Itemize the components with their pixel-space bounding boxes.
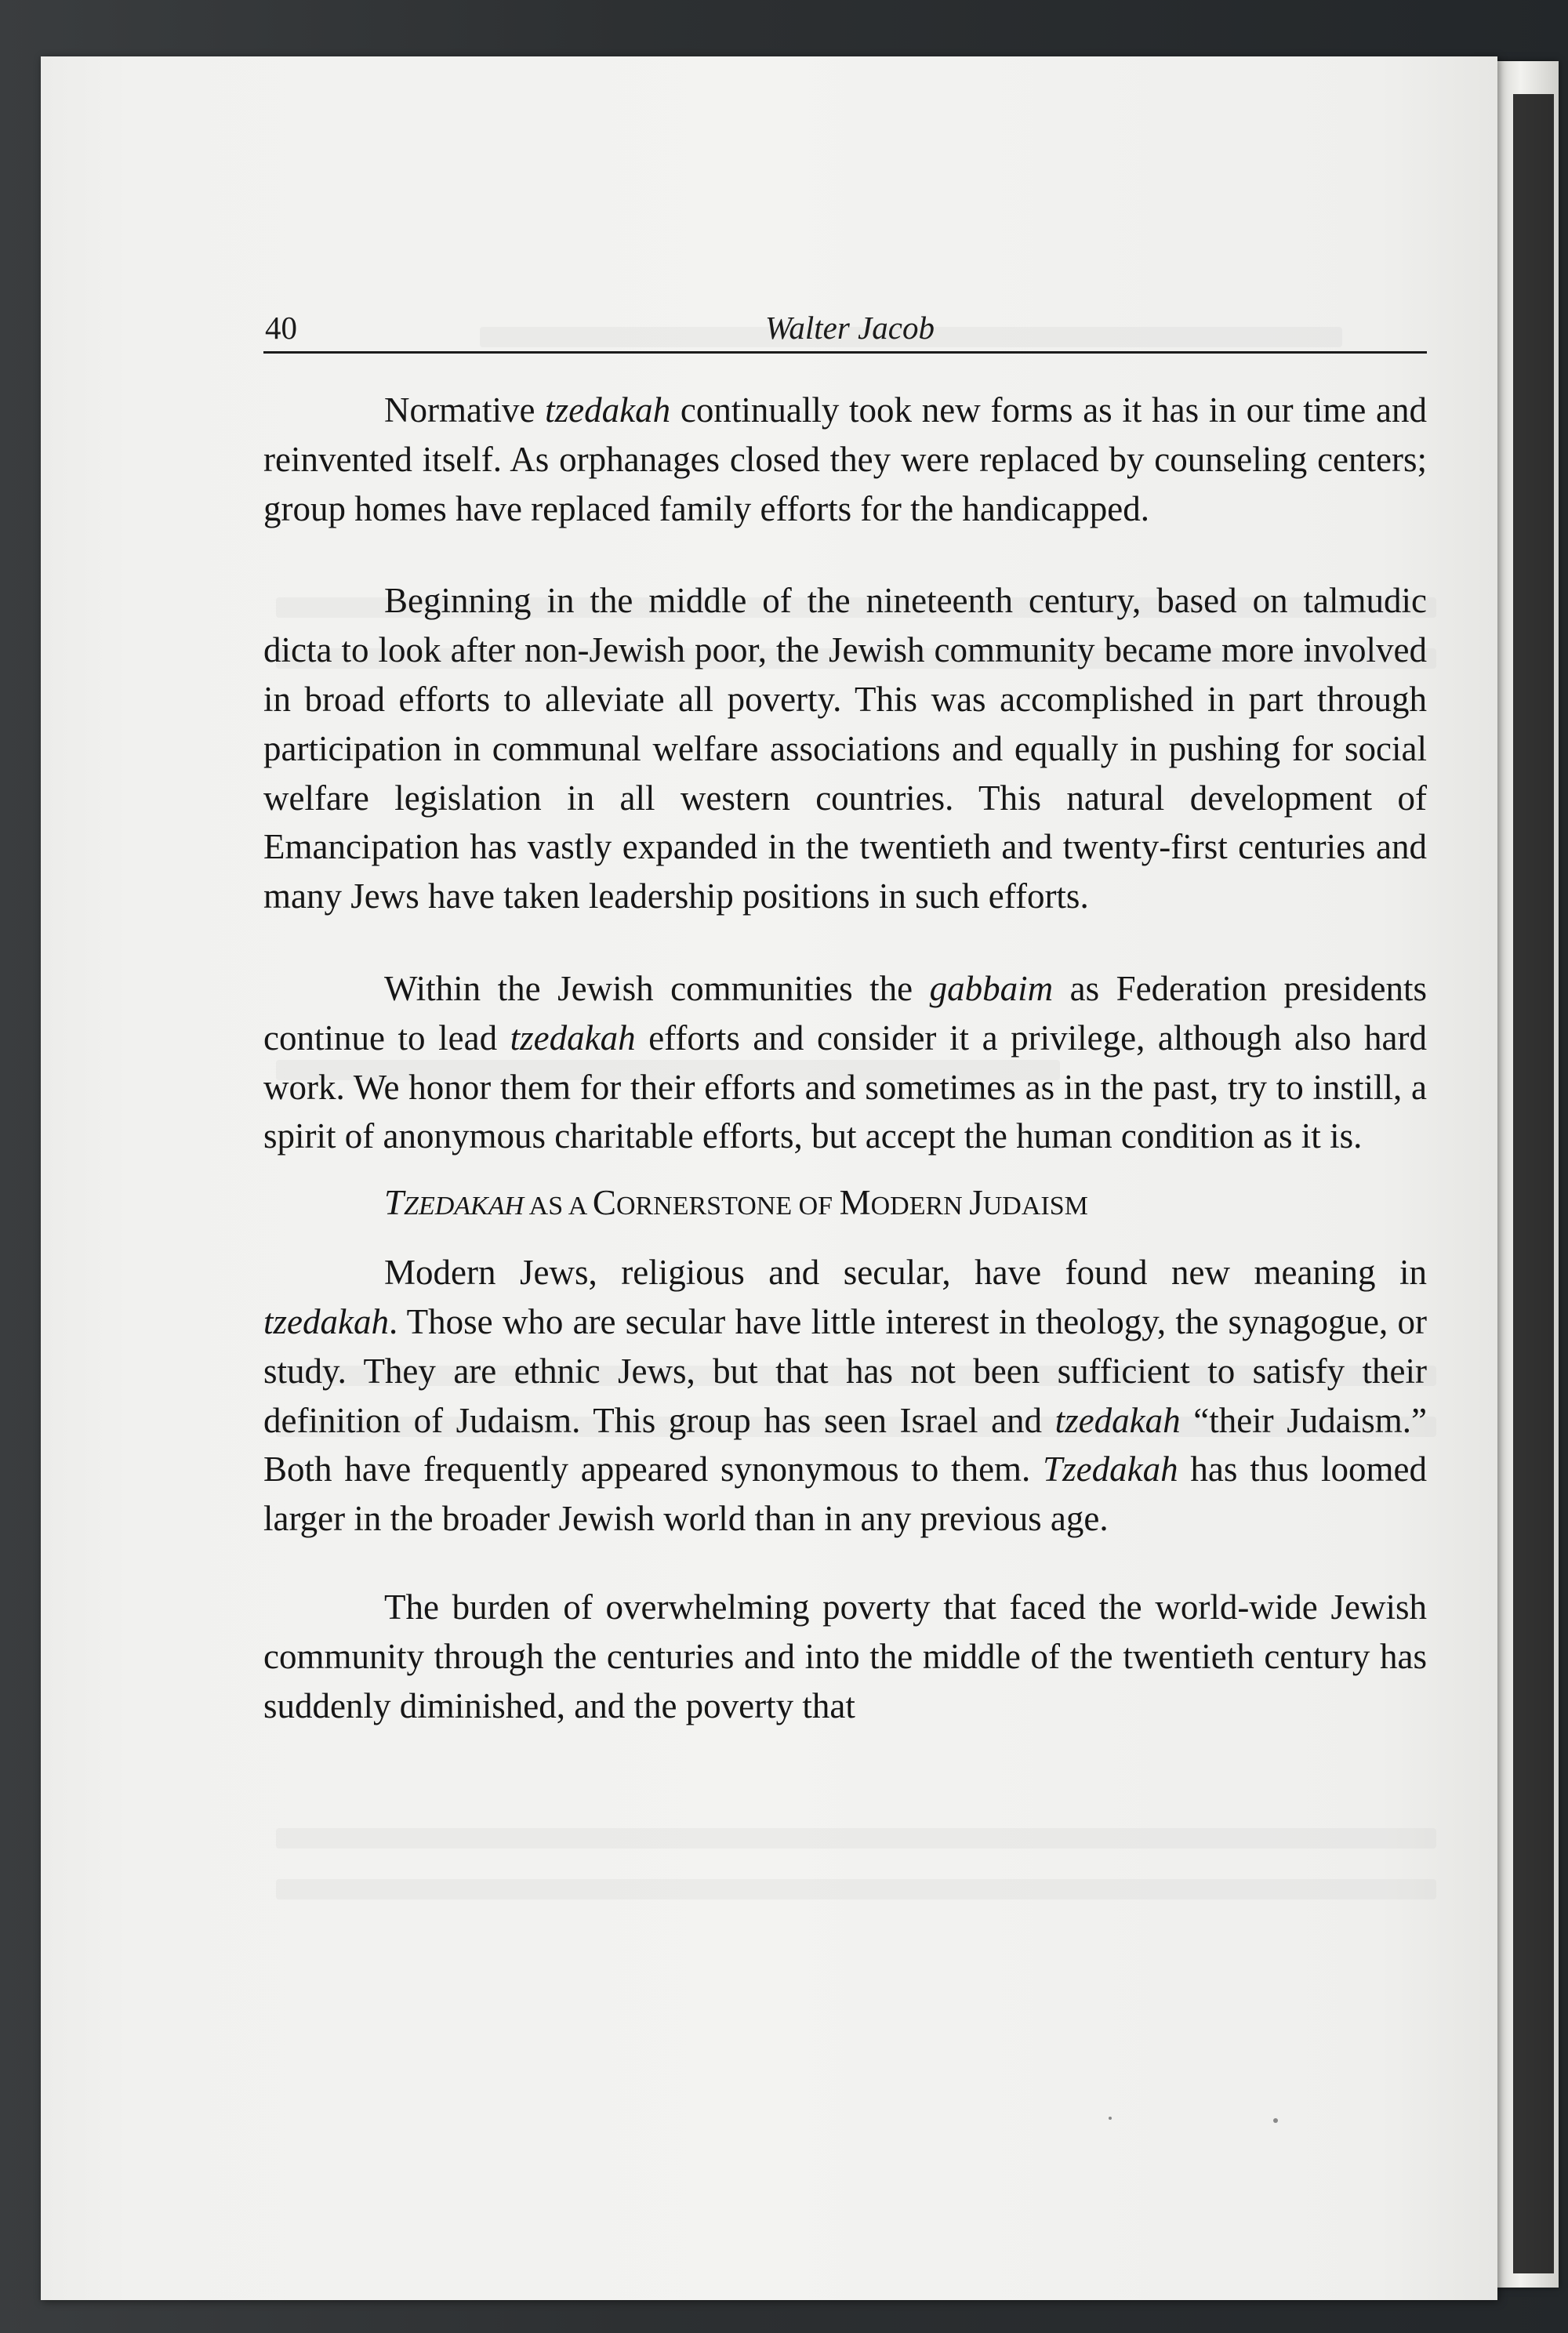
text-run: Within the Jewish communities the — [384, 968, 930, 1008]
heading-cap: J — [969, 1183, 983, 1223]
paragraph-5: The burden of overwhelming poverty that faced the world-wide Jewish community through the centuries and into the middle of the twentieth century has suddenly diminished, and the poverty that — [263, 1587, 1427, 1725]
italic-term: tzedakah — [545, 390, 671, 430]
text-run: . Those who are secular have little interest in theology, the synagogue, or study. They are ethnic Jews, but that has not been sufficient to satisfy their definition of Judaism. This group has seen Israel and — [263, 1301, 1427, 1440]
heading-small-caps: AS A — [524, 1192, 593, 1221]
heading-small-caps: ODERN — [870, 1192, 970, 1221]
page-header — [263, 307, 1427, 354]
heading-small-caps: ZEDAKAH — [404, 1192, 524, 1221]
text-run: “their Judaism.” Both have frequently appeared synonymous to them. — [263, 1400, 1427, 1489]
heading-small-caps: UDAISM — [982, 1192, 1088, 1221]
heading-small-caps: ORNERSTONE — [615, 1192, 799, 1221]
italic-term: tzedakah — [263, 1301, 389, 1341]
heading-small-caps: OF — [798, 1192, 840, 1221]
paragraph-4 — [263, 1248, 1427, 1544]
heading-cap: M — [839, 1183, 871, 1223]
text-run: as Federation presidents continue to lead — [263, 968, 1427, 1058]
paragraph-2: Beginning in the middle of the nineteenth century, based on talmudic dicta to look after non-Jewish poor, the Jewish community became more involved in broad efforts to alleviate all poverty. This was accomplished in part through participation in communal welfare associations and equally in pushing for social welfare legislation in all western countries. This natural development of Emancipation has vastly expanded in the twentieth and twenty-first centuries and many Jews have taken leadership positions in such efforts. — [263, 581, 1427, 916]
page-stack-shadow — [1513, 94, 1554, 2273]
dust-speck — [1109, 2117, 1112, 2120]
heading-italic-word — [384, 1183, 524, 1222]
heading-cap: C — [592, 1183, 616, 1223]
section-heading — [263, 1178, 1427, 1231]
body-text — [263, 386, 1427, 1730]
page-number: 40 — [265, 310, 297, 346]
heading-cap: T — [384, 1183, 405, 1223]
text-run: has thus loomed larger in the broader Jewish world than in any previous age. — [263, 1450, 1427, 1539]
text-run: Modern Jews, religious and secular, have found new meaning in — [384, 1253, 1427, 1293]
paragraph-1 — [263, 386, 1427, 533]
italic-term: tzedakah — [1054, 1400, 1181, 1440]
italic-term: gabbaim — [929, 968, 1054, 1008]
text-run: Normative — [384, 390, 546, 430]
text-run: continually took new forms as it has in our time and reinvented itself. As orphanages closed they were replaced by counseling centers; group homes have replaced family efforts for the handicapped. — [263, 390, 1427, 528]
dust-speck — [1273, 2118, 1278, 2123]
italic-term: Tzedakah — [1043, 1450, 1178, 1489]
running-head: Walter Jacob — [765, 310, 935, 346]
italic-term: tzedakah — [510, 1018, 636, 1058]
text-run: efforts and consider it a privilege, although also hard work. We honor them for their efforts and sometimes as in the past, try to instill, a spirit of anonymous charitable efforts, but accept the human condition as it is. — [263, 1018, 1427, 1156]
paragraph-3 — [263, 964, 1427, 1161]
